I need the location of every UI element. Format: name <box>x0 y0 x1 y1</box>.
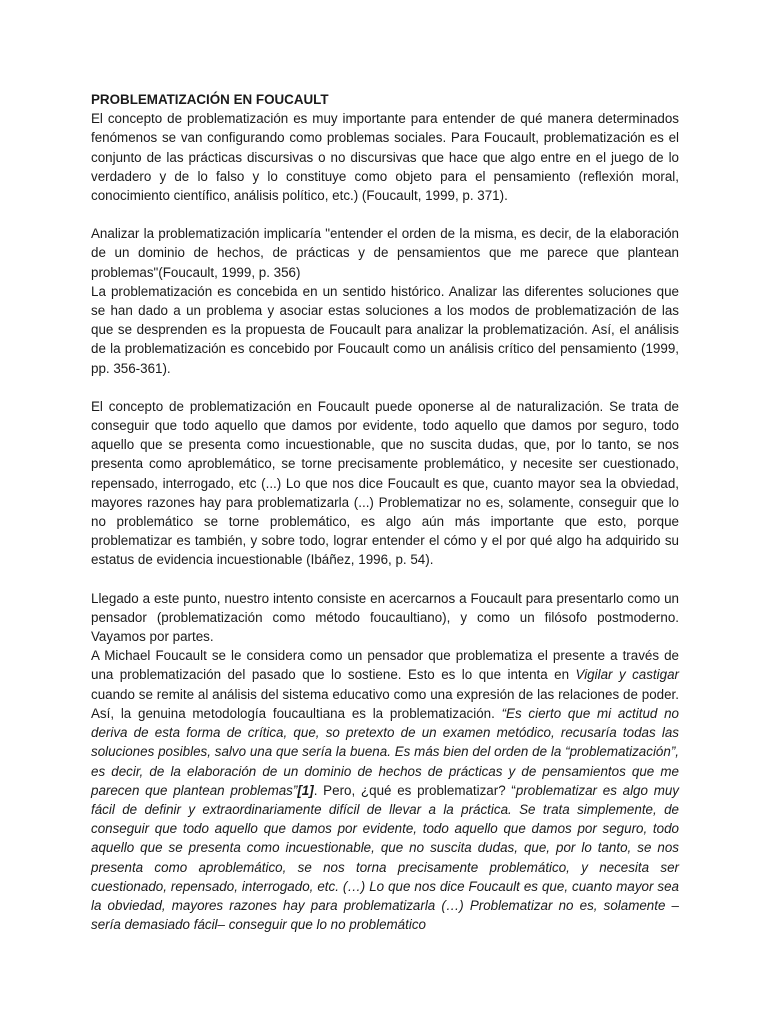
foucault-quote: “Es cierto que mi actitud no deriva de esta forma de crítica, que, so pretexto de un examen metódico, recusaría todas las soluciones posibles, salvo una que sería la buena. Es más bien del orden de la “problematización”, es decir, de la elaboración de un dominio de hechos de prácticas y de pensamientos que me parecen que plantean problemas” <box>91 705 679 798</box>
paragraph-5: Llegado a este punto, nuestro intento consiste en acercarnos a Foucault para presentarlo como un pensador (problematización como método foucaultiano), y como un filósofo postmoderno. Vayamos por partes. <box>91 590 679 645</box>
paragraph-1: El concepto de problematización es muy importante para entender de qué manera determinados fenómenos se van configurando como problemas sociales. Para Foucault, problematización es el conjunto de las prácticas discursivas o no discursivas que hace que algo entre en el juego de lo verdadero y de lo falso y lo constituye como objeto para el pensamiento (reflexión moral, conocimiento científico, análisis político, etc.) (Foucault, 1999, p. 371). <box>91 111 679 204</box>
paragraph-spacer <box>91 205 679 224</box>
paragraph-4: El concepto de problematización en Foucault puede oponerse al de naturalización. Se trata de conseguir que todo aquello que damos por evidente, todo aquello que damos por seguro, todo aquello que se presenta como incuestionable, que no suscita dudas, que, por lo tanto, se nos presenta como aproblemático, se torne precisamente problemático, y necesite ser cuestionado, repensado, interrogado, etc (...) Lo que nos dice Foucault es que, cuanto mayor sea la obviedad, mayores razones hay para problematizarla (...) Problematizar no es, solamente, conseguir que lo no problemático se torne problemático, es algo aún más importante que esto, porque problematizar es también, y sobre todo, lograr entender el cómo y el por qué algo ha adquirido su estatus de evidencia incuestionable (Ibáñez, 1996, p. 54). <box>91 398 679 568</box>
paragraph-spacer <box>91 570 679 589</box>
paragraph-6-text-2: cuando se remite al análisis del sistema educativo como una expresión de las relaciones de poder. Así, la genuina metodología foucaultiana es la problematización. <box>91 686 679 721</box>
paragraph-3: La problematización es concebida en un sentido histórico. Analizar las diferentes soluciones que se han dado a un problema y asociar estas soluciones a los modos de problematización de las que se desprenden es la propuesta de Foucault para analizar la problematización. Así, el análisis de la problematización es concebido por Foucault como un análisis crítico del pensamiento (1999, pp. 356-361). <box>91 283 679 376</box>
paragraph-6 <box>91 646 679 934</box>
paragraph-2: Analizar la problematización implicaría "entender el orden de la misma, es decir, de la elaboración de un dominio de hechos, de prácticas y de pensamientos que me parece que plantean problemas"(Foucault, 1999, p. 356) <box>91 226 679 280</box>
book-title: Vigilar y castigar <box>575 667 679 683</box>
problematizar-quote: problematizar es algo muy fácil de definir y extraordinariamente difícil de llevar a la práctica. Se trata simplemente, de conseguir que todo aquello que damos por evidente, todo aquello que damos por seguro, todo aquello que se presenta como incuestionable, que no suscita dudas, que, por lo tanto, se nos presenta como aproblemático, se nos torna precisamente problemático, y necesita ser cuestionado, repensado, interrogado, etc. (…) Lo que nos dice Foucault es que, cuanto mayor sea la obviedad, mayores razones hay para problematizarla (…) Problematizar no es, solamente –sería demasiado fácil– conseguir que lo no problemático <box>91 782 679 933</box>
paragraph-spacer <box>91 378 679 397</box>
paragraph-6-text-1: A Michael Foucault se le considera como un pensador que problematiza el presente a través de una problematización del pasado que lo sostiene. Esto es lo que intenta en <box>91 648 679 683</box>
footnote-reference[interactable]: [1] <box>297 782 314 798</box>
document-body <box>91 90 679 934</box>
paragraph-6-text-3: . Pero, ¿qué es problematizar? “ <box>313 782 516 798</box>
document-title: PROBLEMATIZACIÓN EN FOUCAULT <box>91 92 329 107</box>
